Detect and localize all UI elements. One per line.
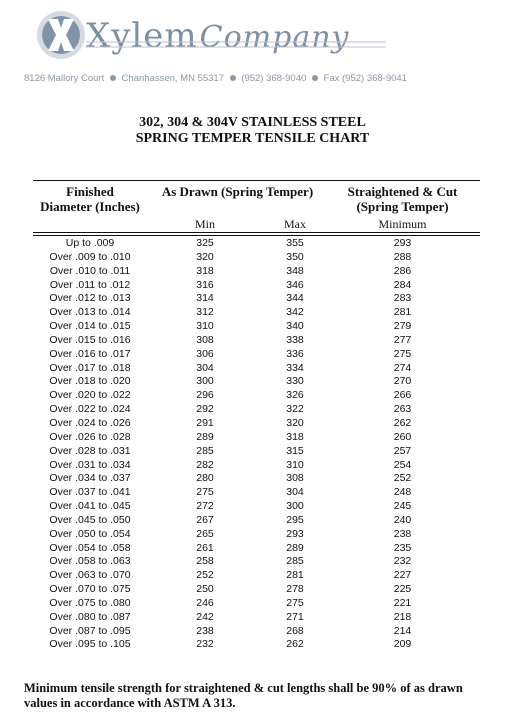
as-drawn-min-cell: 289 [196, 430, 214, 443]
straightened-min-cell: 257 [393, 444, 412, 457]
diameter-cell: Up to .009 [65, 237, 115, 249]
as-drawn-min-cell: 318 [196, 264, 214, 277]
as-drawn-min-cell: 275 [196, 486, 214, 499]
diameter-cell: Over .011 to .012 [49, 278, 131, 291]
straightened-min-cell: 293 [393, 237, 412, 249]
straightened-min-cell: 286 [393, 264, 412, 277]
as-drawn-min-cell: 285 [196, 444, 214, 457]
brand-name: Xylem [86, 16, 198, 56]
straightened-min-cell: 232 [393, 555, 412, 568]
diameter-cell: Over .009 to .010 [49, 250, 131, 263]
straightened-min-cell: 209 [393, 638, 412, 651]
table-row [0, 500, 505, 514]
diameter-cell: Over .034 to .037 [49, 472, 131, 485]
straightened-min-cell: 260 [393, 430, 412, 443]
as-drawn-min-cell: 261 [196, 541, 214, 554]
table-row [0, 528, 505, 542]
as-drawn-min-cell: 292 [196, 403, 214, 416]
as-drawn-min-cell: 314 [196, 292, 214, 305]
company-contact [24, 73, 407, 84]
chart-title-line2: SPRING TEMPER TENSILE CHART [135, 131, 370, 146]
diameter-cell: Over .015 to .016 [49, 333, 131, 346]
table-row [0, 555, 505, 569]
chart-title-line1: 302, 304 & 304V STAINLESS STEEL [139, 115, 366, 130]
diameter-cell: Over .017 to .018 [49, 361, 131, 374]
as-drawn-max-cell: 275 [286, 596, 304, 609]
as-drawn-max-cell: 338 [286, 333, 304, 346]
letterhead [10, 4, 495, 84]
subheader-max: Max [284, 217, 306, 231]
table-row [0, 362, 505, 376]
as-drawn-max-cell: 285 [286, 555, 304, 568]
as-drawn-max-cell: 281 [286, 569, 304, 582]
straightened-min-cell: 284 [393, 278, 412, 291]
diameter-cell: Over .080 to .087 [49, 610, 131, 623]
table-row [0, 611, 505, 625]
diameter-cell: Over .012 to .013 [49, 292, 131, 305]
straightened-min-cell: 221 [393, 596, 412, 609]
straightened-min-cell: 238 [393, 527, 412, 540]
as-drawn-max-cell: 278 [286, 583, 304, 596]
diameter-cell: Over .016 to .017 [49, 347, 131, 360]
straightened-min-cell: 283 [393, 292, 412, 305]
diameter-cell: Over .010 to .011 [49, 264, 131, 277]
straightened-min-cell: 274 [393, 361, 412, 374]
as-drawn-min-cell: 304 [196, 361, 214, 374]
as-drawn-max-cell: 318 [286, 430, 304, 443]
straightened-min-cell: 270 [393, 375, 412, 388]
subheader-min: Min [194, 217, 215, 231]
table-row [0, 431, 505, 445]
brand-script: Company [199, 20, 350, 55]
table-row [0, 334, 505, 348]
as-drawn-min-cell: 310 [196, 320, 214, 333]
diameter-cell: Over .020 to .022 [49, 389, 131, 402]
subheader-minimum: Minimum [378, 217, 427, 231]
table-top-rule [33, 180, 480, 181]
as-drawn-min-cell: 250 [196, 583, 214, 596]
as-drawn-min-cell: 291 [196, 416, 214, 429]
bullet-icon [230, 75, 236, 81]
diameter-cell: Over .022 to .024 [49, 403, 131, 416]
straightened-min-cell: 266 [393, 389, 412, 402]
diameter-cell: Over .050 to .054 [49, 527, 131, 540]
as-drawn-min-cell: 312 [196, 306, 214, 319]
as-drawn-min-cell: 325 [196, 237, 214, 249]
diameter-cell: Over .075 to .080 [49, 596, 131, 609]
table-row [0, 459, 505, 473]
straightened-min-cell: 277 [393, 333, 412, 346]
table-row [0, 348, 505, 362]
table-row [0, 306, 505, 320]
header-finished-diameter: Finished Diameter (Inches) [40, 184, 140, 214]
table-row [0, 569, 505, 583]
bullet-icon [110, 75, 116, 81]
footnote: Minimum tensile strength for straightened & cut lengths shall be 90% of as drawn values in accordance with ASTM A 313. [24, 681, 463, 710]
as-drawn-max-cell: 344 [286, 292, 304, 305]
as-drawn-min-cell: 246 [196, 596, 214, 609]
straightened-min-cell: 279 [393, 320, 412, 333]
as-drawn-min-cell: 272 [196, 500, 214, 513]
straightened-min-cell: 254 [393, 458, 412, 471]
straightened-min-cell: 248 [393, 486, 412, 499]
city-line: Chanhassen, MN 55317 [121, 73, 225, 84]
as-drawn-min-cell: 242 [196, 610, 214, 623]
table-row [0, 625, 505, 639]
straightened-min-cell: 263 [393, 403, 412, 416]
table-row [0, 237, 505, 251]
as-drawn-min-cell: 296 [196, 389, 214, 402]
diameter-cell: Over .087 to .095 [49, 624, 131, 637]
as-drawn-max-cell: 315 [286, 444, 304, 457]
fax-line: Fax (952) 368-9041 [323, 73, 407, 84]
table-row [0, 375, 505, 389]
bullet-icon [312, 75, 318, 81]
table-row [0, 597, 505, 611]
diameter-cell: Over .013 to .014 [49, 306, 131, 319]
as-drawn-max-cell: 304 [286, 486, 304, 499]
table-row [0, 279, 505, 293]
as-drawn-min-cell: 238 [196, 624, 214, 637]
diameter-cell: Over .018 to .020 [49, 375, 131, 388]
table-row [0, 292, 505, 306]
table-row [0, 638, 505, 652]
as-drawn-max-cell: 310 [286, 458, 304, 471]
header-as-drawn: As Drawn (Spring Temper) [161, 184, 314, 199]
as-drawn-max-cell: 271 [286, 610, 304, 623]
as-drawn-min-cell: 320 [196, 250, 214, 263]
diameter-cell: Over .041 to .045 [49, 500, 131, 513]
as-drawn-max-cell: 295 [286, 513, 304, 526]
diameter-cell: Over .028 to .031 [49, 444, 131, 457]
as-drawn-max-cell: 293 [286, 527, 304, 540]
table-row [0, 389, 505, 403]
as-drawn-max-cell: 326 [286, 389, 304, 402]
as-drawn-min-cell: 258 [196, 555, 214, 568]
as-drawn-min-cell: 265 [196, 527, 214, 540]
table-header-rule-double [33, 235, 480, 236]
diameter-cell: Over .014 to .015 [49, 320, 131, 333]
straightened-min-cell: 245 [393, 500, 412, 513]
as-drawn-max-cell: 268 [286, 624, 304, 637]
diameter-cell: Over .045 to .050 [49, 513, 131, 526]
straightened-min-cell: 252 [393, 472, 412, 485]
diameter-cell: Over .063 to .070 [49, 569, 131, 582]
straightened-min-cell: 214 [393, 624, 412, 637]
as-drawn-min-cell: 316 [196, 278, 214, 291]
as-drawn-max-cell: 334 [286, 361, 304, 374]
as-drawn-max-cell: 340 [286, 320, 304, 333]
table-row [0, 514, 505, 528]
address-line: 8126 Mallory Court [24, 73, 105, 84]
header-straightened-cut: Straightened & Cut (Spring Temper) [347, 184, 458, 214]
as-drawn-max-cell: 289 [286, 541, 304, 554]
as-drawn-max-cell: 346 [286, 278, 304, 291]
as-drawn-max-cell: 342 [286, 306, 304, 319]
as-drawn-min-cell: 252 [196, 569, 214, 582]
straightened-min-cell: 218 [393, 610, 412, 623]
diameter-cell: Over .024 to .026 [49, 416, 131, 429]
as-drawn-min-cell: 232 [196, 638, 214, 651]
as-drawn-max-cell: 262 [286, 638, 304, 651]
table-row [0, 265, 505, 279]
as-drawn-min-cell: 282 [196, 458, 214, 471]
as-drawn-max-cell: 320 [286, 416, 304, 429]
table-row [0, 403, 505, 417]
table-header-rule [33, 232, 480, 233]
diameter-cell: Over .058 to .063 [49, 555, 131, 568]
straightened-min-cell: 275 [393, 347, 412, 360]
diameter-cell: Over .026 to .028 [49, 430, 131, 443]
as-drawn-max-cell: 355 [286, 237, 304, 249]
as-drawn-max-cell: 322 [286, 403, 304, 416]
as-drawn-max-cell: 348 [286, 264, 304, 277]
table-row [0, 486, 505, 500]
diameter-cell: Over .031 to .034 [49, 458, 131, 471]
phone-line: (952) 368-9040 [241, 73, 307, 84]
table-row [0, 472, 505, 486]
table-row [0, 251, 505, 265]
as-drawn-max-cell: 350 [286, 250, 304, 263]
diameter-cell: Over .037 to .041 [49, 486, 131, 499]
table-row [0, 542, 505, 556]
table-row [0, 417, 505, 431]
tensile-table-body [0, 237, 505, 652]
straightened-min-cell: 262 [393, 416, 412, 429]
straightened-min-cell: 225 [393, 583, 412, 596]
brand-underline-decoration [86, 36, 386, 66]
as-drawn-max-cell: 330 [286, 375, 304, 388]
as-drawn-min-cell: 280 [196, 472, 214, 485]
diameter-cell: Over .095 to .105 [49, 638, 131, 651]
as-drawn-min-cell: 306 [196, 347, 214, 360]
as-drawn-min-cell: 300 [196, 375, 214, 388]
as-drawn-min-cell: 308 [196, 333, 214, 346]
straightened-min-cell: 281 [393, 306, 412, 319]
as-drawn-max-cell: 336 [286, 347, 304, 360]
table-row [0, 583, 505, 597]
as-drawn-max-cell: 308 [286, 472, 304, 485]
table-row [0, 445, 505, 459]
as-drawn-max-cell: 300 [286, 500, 304, 513]
straightened-min-cell: 227 [393, 569, 412, 582]
xylem-x-logo-icon [36, 8, 86, 62]
table-row [0, 320, 505, 334]
diameter-cell: Over .054 to .058 [49, 541, 131, 554]
diameter-cell: Over .070 to .075 [49, 583, 131, 596]
straightened-min-cell: 288 [393, 250, 412, 263]
straightened-min-cell: 235 [393, 541, 412, 554]
as-drawn-min-cell: 267 [196, 513, 214, 526]
straightened-min-cell: 240 [393, 513, 412, 526]
